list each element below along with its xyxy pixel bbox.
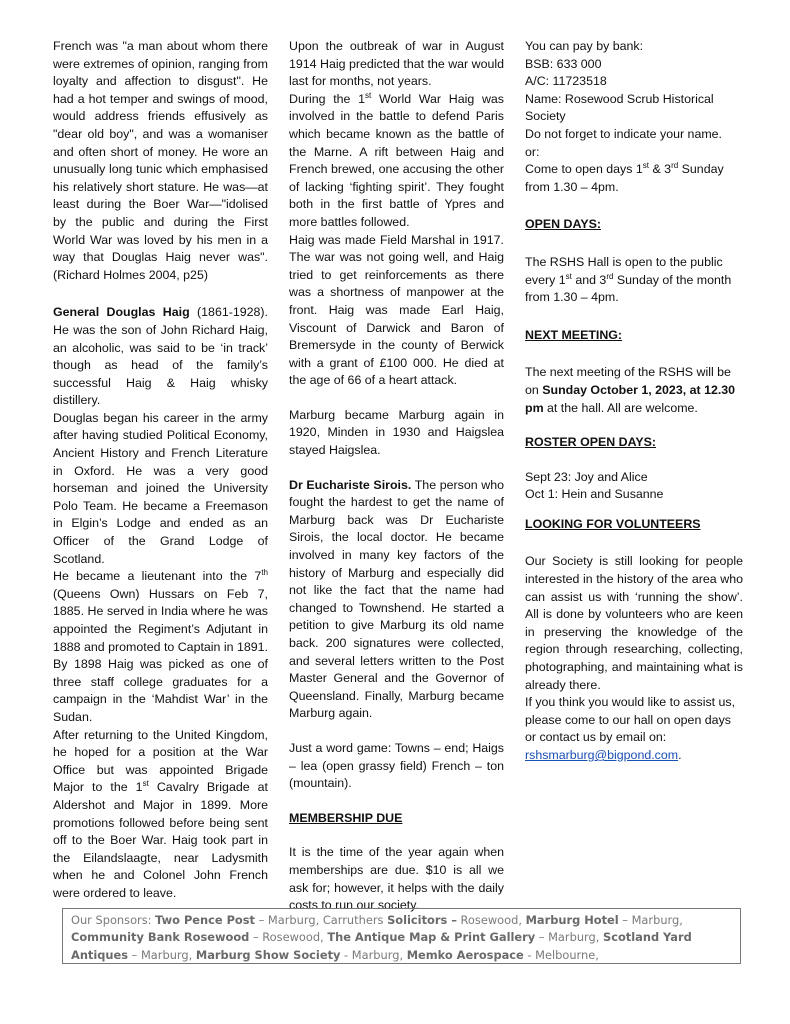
hussars-text-a: He became a lieutenant into the 7 [53,569,262,584]
email-line [525,747,743,765]
hussars-sup: th [261,568,268,578]
marne-sup: st [365,90,372,100]
bank-open-days [525,161,743,196]
sponsor-two-pence-post: Two Pence Post [155,913,255,927]
sponsor-loc-7: - Marburg, [340,947,407,962]
assist-text: If you think you would like to assist us, please come to our hall on open days or contact us by email on: [525,695,736,745]
roster-heading: ROSTER OPEN DAYS: [525,435,657,450]
sirois-text: The person who fought the hardest to get the name of Marburg back was Dr Euchariste Sirois, the local doctor. He became involved in many key factors of the history of Marburg and especially did not like the fact that the name had changed to Townshend. He started a petition to give Marburg its old name back. 200 signatures were collected, and several letters written to the Post Master General and the Governor of Queensland. Finally, Marburg became Marburg again. [289,477,505,721]
sponsor-loc-4: – Rosewood, [249,930,328,945]
french-description-paragraph: French was "a man about whom there were extremes of opinion, ranging from loyalty and affection to disgust". He had a hot temper and swings of mood, would address friends effusively as "dear old boy", and was a womaniser and often short of money. He wore an unusually long tunic which emphasised his relatively short stature. He was—at least during the Boer War—"idolised by the public and during the First World War was loved by his men in a way that Douglas Haig never was". (Richard Holmes 2004, p25) [53,39,268,282]
sirois-name: Dr Euchariste Sirois. [289,477,412,492]
next-meeting-text [525,364,743,417]
roster-line-2: Oct 1: Hein and Susanne [525,487,664,502]
column-3 [525,38,743,765]
sponsor-show-society: Marburg Show Society [195,947,341,962]
next-meeting-date: Sunday October 1, 2023, at 12.30 pm [525,382,736,415]
sponsor-solicitors: Solicitors – [387,913,457,927]
haig-name: General Douglas Haig [53,305,190,320]
roster-line-1: Sept 23: Joy and Alice [525,469,648,484]
volunteers-text: Our Society is still looking for people interested in the history of the area who can assist us with ‘running the show’. All is done by volunteers who are keen in preserving the knowledge of the region through researching, collecting, photographing, and maintaining what is already there. [525,554,743,692]
next-meeting-heading: NEXT MEETING: [525,327,623,342]
return-text-a: After returning to the United Kingdom, he hoped for a position at the War Office but was appointed Brigade Major to the 1 [53,727,268,795]
sponsor-loc-3: – Marburg, [618,913,683,927]
sponsors-box [62,908,741,964]
sponsor-community-bank: Community Bank Rosewood [71,930,250,945]
bank-reminder: Do not forget to indicate your name. [525,126,722,141]
return-sup: st [142,779,149,789]
bank-name: Name: Rosewood Scrub Historical Society [525,91,714,124]
war-outbreak-paragraph: Upon the outbreak of war in August 1914 Haig predicted that the war would last for months, not years. [289,39,504,89]
bank-open-sup2: rd [671,161,679,171]
hussars-text-b: (Queens Own) Hussars on Feb 7, 1885. He served in India where he was appointed the Regiment’s Adjutant in 1888 and promoted to Captain in 1891. By 1898 Haig was picked as one of three staff college graduates for a campaign in the ‘Mahdist War’ in the Sudan. [53,586,268,724]
haig-return-paragraph [53,727,268,903]
next-text-b: at the hall. All are welcome. [543,400,698,415]
next-text-a: The next meeting of the RSHS will be on [525,365,731,397]
sponsor-antique-map-gallery: The Antique Map & Print Gallery [327,930,536,945]
open-days-heading: OPEN DAYS: [525,217,601,232]
column-2 [289,38,504,915]
marburg-rename-paragraph: Marburg became Marburg again in 1920, Minden in 1930 and Haigslea stayed Haigslea. [289,407,504,458]
marne-text-a: During the 1 [289,91,366,106]
word-game-paragraph: Just a word game: Towns – end; Haigs – lea (open grassy field) French – ton (mountain). [289,740,504,791]
sponsor-scotland-yard: Scotland Yard Antiques [71,930,692,962]
haig-hussars-paragraph [53,568,268,726]
open-text-c: Sunday of the month from 1.30 – 4pm. [525,272,732,305]
sponsor-loc-8: - Melbourne, [523,947,599,962]
haig-career-paragraph: Douglas began his career in the army after having studied Political Economy, Ancient History and French Literature in Oxford. He was a very good horseman and joined the University Polo Team. He became a Freemason in Elgin’s Lodge and ended as an Officer of the Grand Lodge of Scotland. [53,410,268,566]
sponsor-loc-2: Rosewood, [456,913,526,927]
field-marshal-paragraph: Haig was made Field Marshal in 1917. The war was not going well, and Haig tried to get reinforcements as there was a shortness of manpower at the front. Haig was made Earl Haig, Viscount of Darwick and Baron of Bremersyde in the county of Berwick with a grant of £100 000. He died at the age of 66 of a heart attack. [289,232,504,388]
marne-paragraph [289,91,504,232]
open-sup1: st [565,271,572,281]
bank-open-sup1: st [642,161,650,171]
bank-open-b: & 3 [649,162,672,177]
sponsor-marburg-hotel: Marburg Hotel [525,913,619,927]
sponsors-label: Our Sponsors: [71,913,156,927]
return-text-b: Cavalry Brigade at Aldershot and Major in 1899. More promotions followed before being sent off to the Boer War. Haig took part in the Eilandslaagte, near Ladysmith when he and Colonel John French were ordered to leave. [53,780,268,900]
bank-open-a: Come to open days 1 [525,162,643,177]
volunteers-heading: LOOKING FOR VOLUNTEERS [525,516,701,531]
sponsor-memko-aerospace: Memko Aerospace [406,947,524,962]
open-sup2: rd [606,271,614,281]
haig-intro-paragraph [53,304,268,410]
bank-open-c: Sunday from 1.30 – 4pm. [525,162,724,194]
sirois-paragraph [289,477,504,723]
bank-account: A/C: 11723518 [525,74,607,89]
membership-heading: MEMBERSHIP DUE [289,810,403,825]
column-1 [53,38,268,903]
open-days-text [525,254,743,307]
bank-or: or: [525,144,540,159]
membership-text: It is the time of the year again when memberships are due. $10 is all we ask for; however, it helps with the daily costs to run our society. [289,845,504,913]
open-text-b: and 3 [571,272,607,287]
marne-text-b: World War Haig was involved in the battle to defend Paris which became known as the battle of the Marne. A rift between Haig and French brewed, one accusing the other of lacking ‘fighting spirit’. They fought both in the first battle of Ypres and more battles followed. [289,91,504,229]
sponsor-loc-1: – Marburg, Carruthers [254,913,388,927]
bank-line-1: You can pay by bank: [525,39,644,53]
open-text-a: The RSHS Hall is open to the public every 1 [525,254,723,287]
sponsor-loc-6: – Marburg, [128,947,196,962]
email-tail: . [678,748,682,762]
haig-intro-text: (1861-1928). He was the son of John Richard Haig, an alcoholic, was said to be ‘in track’ though as head of the family’s successful Haig & Haig whisky distillery. [53,305,268,408]
sponsor-loc-5: – Marburg, [535,930,604,945]
email-link[interactable]: rshsmarburg@bigpond.com [525,748,679,762]
bank-bsb: BSB: 633 000 [525,56,602,71]
